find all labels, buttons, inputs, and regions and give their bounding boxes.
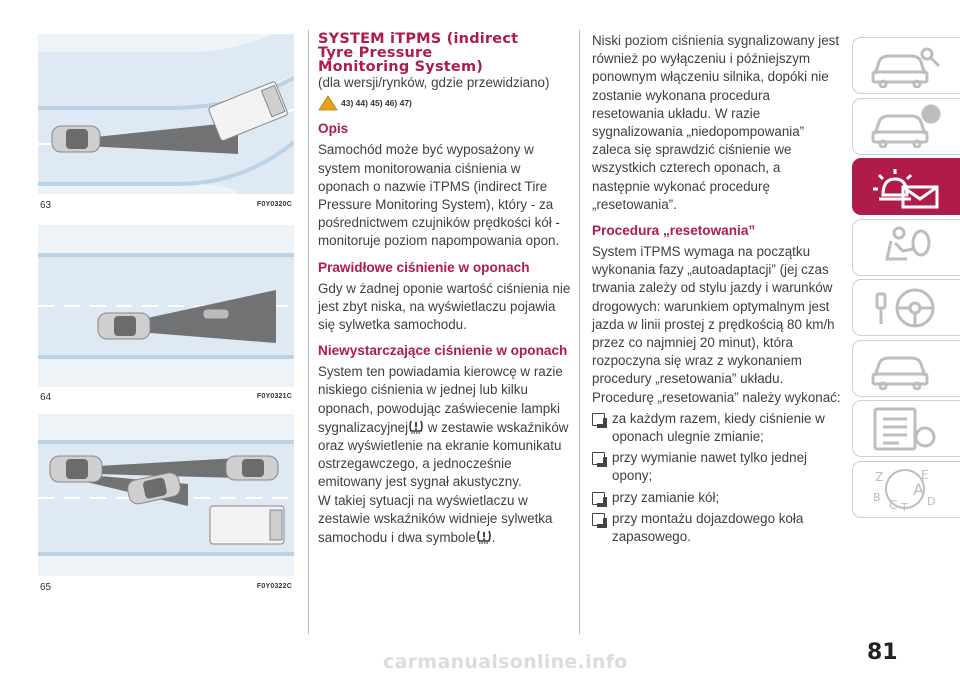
paragraph-reset-procedure: System iTPMS wymaga na początku wykonania fazy „autoadaptacji” (jej czas trwania zależy od stylu jazdy i warunków drogowych: warunkiem optymalnym jest jazda w linii prostej z prędkością 80 km/h przez co najmniej 20 minut), która rozpoczyna się wraz z wykonaniem procedury „resetowania” układu. <box>592 244 835 387</box>
figure-63 <box>38 34 294 194</box>
section-title <box>318 32 574 74</box>
svg-text:C: C <box>889 498 898 511</box>
bullet-icon <box>592 492 605 505</box>
section-title-line: Monitoring System) <box>318 59 484 75</box>
list-item-text: za każdym razem, kiedy ciśnienie w oponach ulegnie zmianie; <box>612 410 825 445</box>
figure-65 <box>38 414 294 576</box>
paragraph-low-pressure-display <box>318 492 574 548</box>
text-fragment: W takiej sytuacji na wyświetlaczu w zestawie wskaźników widnieje sylwetka samochodu i dwa symbole <box>318 492 553 546</box>
figure-64 <box>38 225 294 387</box>
car-service-icon <box>869 346 941 390</box>
car-key-icon <box>869 44 941 88</box>
figure-number: 65 <box>40 582 52 593</box>
figure-number: 64 <box>40 392 52 403</box>
tyre-pressure-warning-icon <box>408 418 424 434</box>
figure-number: 63 <box>40 200 52 211</box>
paragraph-low-pressure <box>318 363 574 491</box>
car-info-icon <box>869 104 941 148</box>
paragraph-reset-when: Procedurę „resetowania” należy wykonać: <box>592 389 841 405</box>
tab-car-key[interactable] <box>852 37 960 94</box>
tab-car-info[interactable] <box>852 98 960 155</box>
text-fragment: . <box>491 530 496 546</box>
warning-light-envelope-icon <box>869 165 941 209</box>
figure-code: F0Y0320C <box>256 201 292 208</box>
svg-text:A: A <box>913 480 924 499</box>
list-item <box>592 410 842 446</box>
list-item-text: przy zamianie kół; <box>612 489 720 505</box>
section-subtitle: (dla wersji/rynków, gdzie przewidziano) <box>318 75 550 90</box>
footer-watermark: carmanualsonline.info <box>383 651 628 673</box>
list-item-text: przy montażu dojazdowego koła zapasowego. <box>612 510 804 545</box>
text-fragment: w zestawie wskaźników oraz wyświetlenie na ekranie komunikatu ostrzegawczego, a jednocześnie emitowany jest sygnał akustyczny. <box>318 419 569 490</box>
reference-numbers: 43) 44) 45) 46) 47) <box>341 98 412 109</box>
list-item <box>592 449 842 485</box>
text-column-1 <box>318 32 574 547</box>
figure-code: F0Y0322C <box>256 583 292 590</box>
bullet-icon <box>592 452 605 465</box>
column-divider <box>579 30 580 634</box>
list-item-text: przy wymianie nawet tylko jednej opony; <box>612 450 807 484</box>
checklist-icon <box>869 407 941 451</box>
heading-opis: Opis <box>318 121 349 137</box>
heading-low-pressure: Niewystarczające ciśnienie w oponach <box>318 343 568 359</box>
tab-emergency[interactable] <box>852 340 960 397</box>
text-fragment: System ten powiadamia kierowcę w razie niskiego ciśnienia w jednej lub kilku oponach, powodując zaświecenie lampki sygnalizacyjnej <box>318 364 563 435</box>
paragraph-opis: Samochód może być wyposażony w system monitorowania ciśnienia w oponach o nazwie iTPMS (indirect Tire Pressure Monitoring System), który - za pośrednictwem czujników prędkości kół - monitoruje poziom napompowania opon. <box>318 142 560 249</box>
tab-index[interactable] <box>852 461 960 518</box>
paragraph-low-pressure-persist: Niski poziom ciśnienia sygnalizowany jest również po wyłączeniu i późniejszym ponownym włączeniu silnika, dopóki nie zostanie wykonana procedura resetowania układu. W razie sygnalizowania „niedopompowania” zaleca się sprawdzić ciśnienie we wszystkich czterech oponach, a następnie wykonać procedurę „resetowania”. <box>592 33 840 212</box>
tab-driving[interactable] <box>852 279 960 336</box>
paragraph-correct-pressure: Gdy w żadnej oponie wartość ciśnienia nie jest zbyt niska, na wyświetlaczu pojawia się sylwetka samochodu. <box>318 280 571 333</box>
text-column-2 <box>592 32 842 546</box>
caution-triangle-icon <box>318 95 338 111</box>
tyre-pressure-warning-icon <box>476 528 492 544</box>
page-number: 81 <box>867 640 898 665</box>
chapter-tabs <box>852 37 960 521</box>
svg-text:Z: Z <box>875 470 884 484</box>
airbag-seat-icon <box>869 225 941 269</box>
warning-references <box>318 94 574 112</box>
svg-text:B: B <box>873 491 881 504</box>
figure-code: F0Y0321C <box>256 393 292 400</box>
list-item <box>592 510 842 546</box>
steering-wheel-icon <box>869 286 941 330</box>
bullet-icon <box>592 413 605 426</box>
heading-correct-pressure: Prawidłowe ciśnienie w oponach <box>318 259 530 275</box>
section-title-line: SYSTEM iTPMS (indirect <box>318 31 519 47</box>
column-divider <box>308 30 309 634</box>
section-title-line: Tyre Pressure <box>318 45 433 61</box>
tab-maintenance[interactable] <box>852 400 960 457</box>
svg-text:E: E <box>921 468 929 482</box>
alphabet-index-icon <box>869 467 941 511</box>
svg-text:D: D <box>927 495 936 508</box>
list-item <box>592 489 842 507</box>
tab-warning-lights[interactable] <box>852 158 960 215</box>
bullet-icon <box>592 513 605 526</box>
heading-reset-procedure: Procedura „resetowania” <box>592 223 756 239</box>
svg-text:T: T <box>901 501 908 511</box>
tab-safety[interactable] <box>852 219 960 276</box>
